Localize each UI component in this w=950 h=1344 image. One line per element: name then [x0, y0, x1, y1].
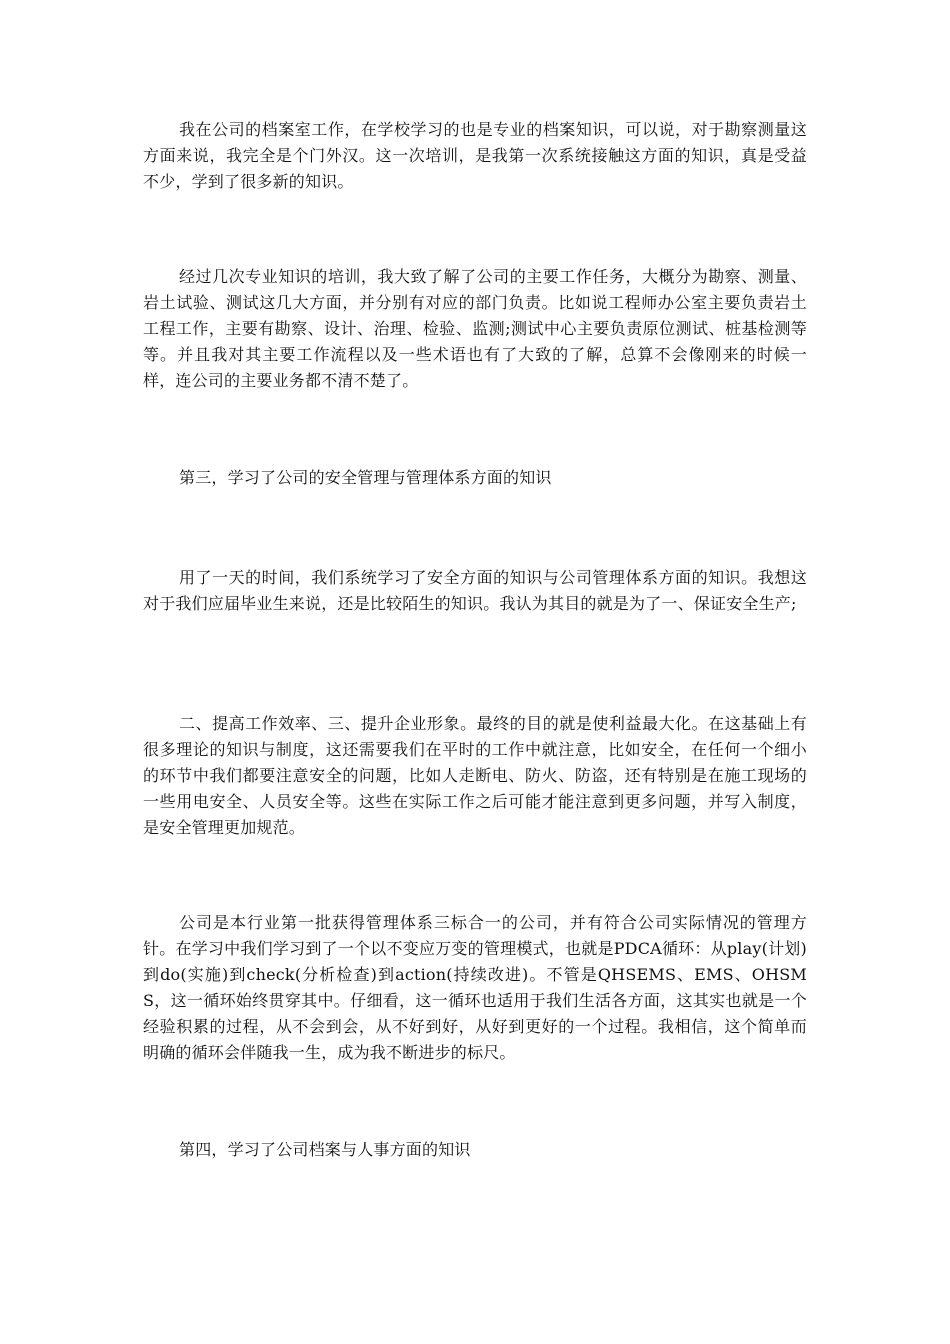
paragraph-safety-study: 用了一天的时间，我们系统学习了安全方面的知识与公司管理体系方面的知识。我想这对于我们应届毕业生来说，还是比较陌生的知识。我认为其目的就是为了一、保证安全生产;: [143, 568, 807, 613]
paragraph-company-tasks: 经过几次专业知识的培训，我大致了解了公司的主要工作任务，大概分为勘察、测量、岩土试验、测试这几大方面，并分别有对应的部门负责。比如说工程师办公室主要负责岩土工程工作，主要有勘察、设计、治理、检验、监测;测试中心主要负责原位测试、桩基检测等等。并且我对其主要工作流程以及一些术语也有了大致的了解，总算不会像刚来的时候一样，连公司的主要业务都不清不楚了。: [143, 267, 807, 390]
paragraph-pdca-cycle: 公司是本行业第一批获得管理体系三标合一的公司，并有符合公司实际情况的管理方针。在学习中我们学习到了一个以不变应万变的管理模式，也就是PDCA循环：从play(计划)到do(实施)到check(分析检查)到action(持续改进)。不管是QHSEMS、EMS、OHSMS，这一循环始终贯穿其中。仔细看，这一循环也适用于我们生活各方面，这其实也就是一个经验积累的过程，从不会到会，从不好到好，从好到更好的一个过程。我相信，这个简单而明确的循环会伴随我一生，成为我不断进步的标尺。: [143, 913, 807, 1062]
section-heading-fourth: 第四，学习了公司档案与人事方面的知识: [179, 1140, 471, 1159]
paragraph-efficiency-image: 二、提高工作效率、三、提升企业形象。最终的目的就是使利益最大化。在这基础上有很多理论的知识与制度，这还需要我们在平时的工作中就注意，比如安全，在任何一个细小的环节中我们都要注意安全的问题，比如人走断电、防火、防盗，还有特别是在施工现场的一些用电安全、人员安全等。这些在实际工作之后可能才能注意到更多问题，并写入制度，是安全管理更加规范。: [143, 714, 807, 837]
paragraph-archive-intro: 我在公司的档案室工作，在学校学习的也是专业的档案知识，可以说，对于勘察测量这方面来说，我完全是个门外汉。这一次培训，是我第一次系统接触这方面的知识，真是受益不少，学到了很多新的知识。: [143, 120, 807, 191]
section-heading-third: 第三，学习了公司的安全管理与管理体系方面的知识: [179, 468, 552, 487]
